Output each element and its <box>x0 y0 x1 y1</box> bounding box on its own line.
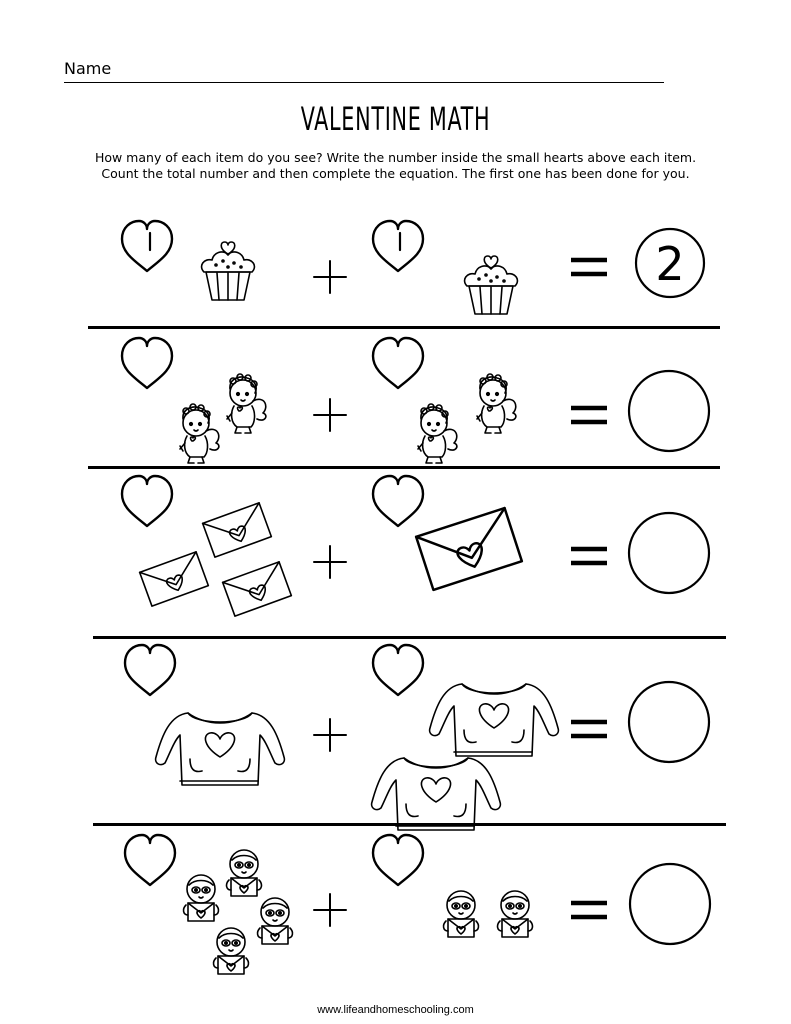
sloth-icon <box>214 928 249 974</box>
answer-value: 2 <box>655 237 685 291</box>
sweater-icon <box>430 684 559 756</box>
cupcake-icon <box>202 242 255 300</box>
row-1 <box>122 221 704 314</box>
footer-url: www.lifeandhomeschooling.com <box>317 1004 474 1016</box>
count-heart-right[interactable] <box>373 221 423 271</box>
cupcake-icon <box>465 256 518 314</box>
instructions-line-2: Count the total number and then complete the equation. The first one has been done for you. <box>101 166 690 181</box>
equals-sign <box>571 722 607 736</box>
plus-sign <box>314 399 346 431</box>
row-2 <box>122 338 709 463</box>
row-4 <box>125 645 709 830</box>
envelope-icon <box>416 508 522 590</box>
count-heart-left[interactable] <box>122 338 172 388</box>
equals-sign <box>571 408 607 422</box>
count-heart-right[interactable] <box>373 338 423 388</box>
plus-sign <box>314 719 346 751</box>
cupid-icon <box>477 374 516 433</box>
row-3 <box>122 476 709 616</box>
count-heart-left[interactable] <box>125 645 175 695</box>
worksheet-title: VALENTINE MATH <box>300 100 491 138</box>
sloth-icon <box>498 891 533 937</box>
row-5 <box>125 835 710 974</box>
instructions-line-1: How many of each item do you see? Write the number inside the small hearts above each item. <box>94 150 697 165</box>
count-heart-right[interactable] <box>373 476 423 526</box>
equals-sign <box>571 549 607 563</box>
plus-sign <box>314 894 346 926</box>
name-label: Name <box>64 59 112 78</box>
answer-circle[interactable] <box>630 864 710 944</box>
sweater-icon <box>372 758 501 830</box>
equals-sign <box>571 903 607 917</box>
answer-circle[interactable] <box>629 513 709 593</box>
count-heart-right[interactable] <box>373 835 423 885</box>
cupid-icon <box>418 404 457 463</box>
cupid-icon <box>180 404 219 463</box>
plus-sign <box>314 261 346 293</box>
sweater-icon <box>156 713 285 785</box>
envelope-icon <box>203 503 272 557</box>
envelope-icon <box>140 552 209 606</box>
answer-circle[interactable] <box>629 371 709 451</box>
sloth-icon <box>184 875 219 921</box>
count-heart-left[interactable] <box>125 835 175 885</box>
count-heart-right[interactable] <box>373 645 423 695</box>
sloth-icon <box>258 898 293 944</box>
plus-sign <box>314 546 346 578</box>
answer-circle[interactable] <box>629 682 709 762</box>
count-heart-left[interactable] <box>122 221 172 271</box>
sloth-icon <box>227 850 262 896</box>
cupid-icon <box>227 374 266 433</box>
envelope-icon <box>223 562 292 616</box>
sloth-icon <box>444 891 479 937</box>
equals-sign <box>571 260 607 274</box>
count-heart-left[interactable] <box>122 476 172 526</box>
